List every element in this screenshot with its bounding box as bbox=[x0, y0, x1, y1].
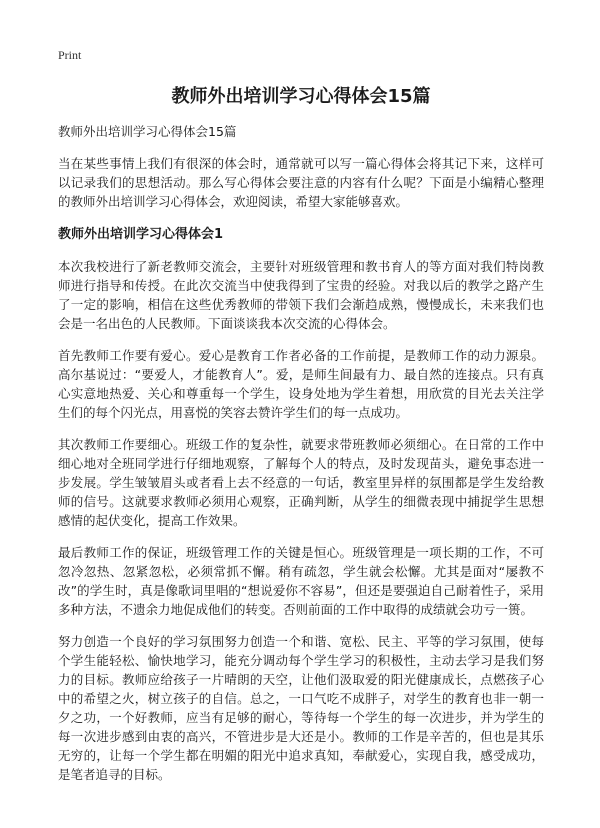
document-page bbox=[58, 48, 544, 784]
body-paragraph-3: 其次教师工作要细心。班级工作的复杂性，就要求带班教师必须细心。在日常的工作中细心地对全班同学进行仔细地观察，了解每个人的特点，及时发现苗头，避免事态进一步发展。学生皱皱眉头或者看上去不经意的一句话，教室里异样的氛围都是学生发给教师的信号。这就要求教师必须用心观察，正确判断，从学生的细微表现中捕捉学生思想感情的起伏变化，提高工作效果。 bbox=[58, 437, 544, 528]
body-paragraph-4: 最后教师工作的保证，班级管理工作的关键是恒心。班级管理是一项长期的工作，不可忽冷忽热、忽紧忽松，必须常抓不懈。稍有疏忽，学生就会松懈。尤其是面对“屡教不改”的学生时，真是像歌词里唱的“想说爱你不容易”，但还是要强迫自己耐着性子，采用多种方法，不遗余力地促成他们的转变。否则前面的工作中取得的成绩就会功亏一篑。 bbox=[58, 545, 544, 617]
body-paragraph-1: 本次我校进行了新老教师交流会，主要针对班级管理和教书育人的等方面对我们特岗教师进行指导和传授。在此次交流当中使我得到了宝贵的经验。对我以后的教学之路产生了一定的影响，相信在这些优秀教师的带领下我们会渐趋成熟，慢慢成长，未来我们也会是一名出色的人民教师。下面谈谈我本次交流的心得体会。 bbox=[58, 259, 544, 331]
intro-paragraph: 当在某些事情上我们有很深的体会时，通常就可以写一篇心得体会将其记下来，这样可以记录我们的思想活动。那么写心得体会要注意的内容有什么呢？下面是小编精心整理的教师外出培训学习心得体会，欢迎阅读，希望大家能够喜欢。 bbox=[58, 156, 544, 209]
body-paragraph-2: 首先教师工作要有爱心。爱心是教育工作者必备的工作前提，是教师工作的动力源泉。高尔基说过：“要爱人，才能教育人”。爱，是师生间最有力、最自然的连接点。只有真心实意地热爱、关心和尊重每一个学生，设身处地为学生着想，用欣赏的目光去关注学生们的每个闪光点，用喜悦的笑容去赞许学生们的每一点成功。 bbox=[58, 348, 544, 420]
document-subtitle: 教师外出培训学习心得体会15篇 bbox=[58, 124, 237, 139]
page-title: 教师外出培训学习心得体会15篇 bbox=[171, 86, 431, 107]
section-heading: 教师外出培训学习心得体会1 bbox=[58, 227, 224, 242]
body-paragraph-5: 努力创造一个良好的学习氛围努力创造一个和谐、宽松、民主、平等的学习氛围，使每个学生能轻松、愉快地学习，能充分调动每个学生学习的积极性，主动去学习是我们努力的目标。教师应给孩子一片晴朗的天空，让他们汲取爱的阳光健康成长，点燃孩子心中的希望之火，树立孩子的自信。总之，一口气吃不成胖子，对学生的教育也非一朝一夕之功，一个好教师，应当有足够的耐心，等待每一个学生的每一次进步，并为学生的每一次进步感到由衷的高兴，不管进步是大还是小。教师的工作是辛苦的，但也是其乐无穷的，让每一个学生都在明媚的阳光中追求真知，奉献爱心，实现自我，感受成功，是笔者追寻的目标。 bbox=[58, 634, 544, 782]
print-label: Print bbox=[58, 48, 82, 62]
